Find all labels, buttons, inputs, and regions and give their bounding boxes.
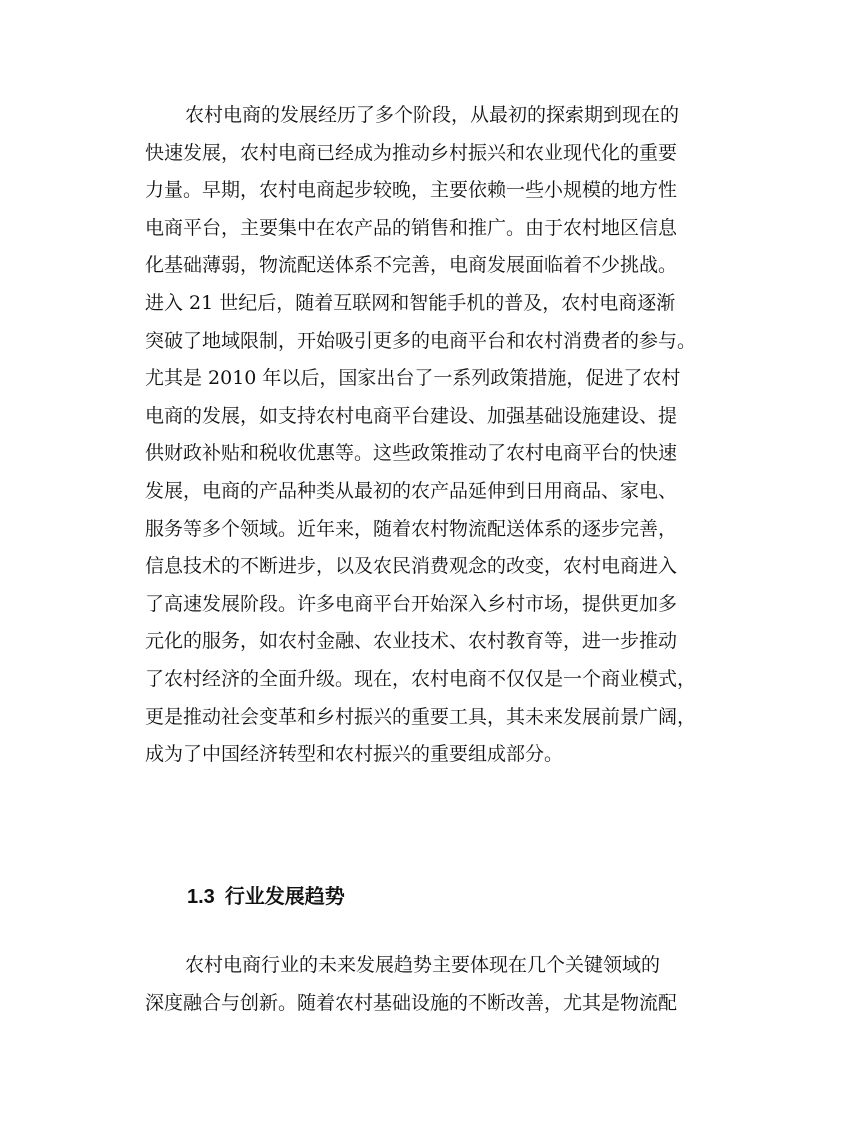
paragraph-development-history bbox=[145, 97, 715, 774]
paragraph-line: 电商平台，主要集中在农产品的销售和推广。由于农村地区信息 bbox=[145, 216, 678, 239]
paragraph-line: 更是推动社会变革和乡村振兴的重要工具，其未来发展前景广阔， bbox=[145, 705, 697, 728]
paragraph-line: 农村电商的发展经历了多个阶段，从最初的探索期到现在的 bbox=[185, 104, 680, 126]
paragraph-line: 了高速发展阶段。许多电商平台开始深入乡村市场，提供更加多 bbox=[145, 592, 678, 615]
section-heading bbox=[187, 879, 345, 915]
paragraph-line: 服务等多个领域。近年来，随着农村物流配送体系的逐步完善， bbox=[145, 517, 678, 540]
section-number: 1.3 bbox=[187, 886, 215, 908]
paragraph-line: 供财政补贴和税收优惠等。这些政策推动了农村电商平台的快速 bbox=[145, 442, 678, 465]
paragraph-line: 农村电商行业的未来发展趋势主要体现在几个关键领域的 bbox=[185, 954, 661, 976]
paragraph-line: 发展，电商的产品种类从最初的农产品延伸到日用商品、家电、 bbox=[145, 479, 678, 502]
paragraph-industry-trends bbox=[145, 947, 715, 1022]
paragraph-line: 力量。早期，农村电商起步较晚，主要依赖一些小规模的地方性 bbox=[145, 179, 678, 202]
paragraph-line: 元化的服务，如农村金融、农业技术、农村教育等，进一步推动 bbox=[145, 630, 678, 653]
paragraph-line: 尤其是 2010 年以后，国家出台了一系列政策措施，促进了农村 bbox=[145, 367, 681, 390]
paragraph-line: 化基础薄弱，物流配送体系不完善，电商发展面临着不少挑战。 bbox=[145, 254, 678, 277]
paragraph-line: 了农村经济的全面升级。现在，农村电商不仅仅是一个商业模式， bbox=[145, 667, 697, 690]
paragraph-line: 突破了地域限制，开始吸引更多的电商平台和农村消费者的参与。 bbox=[145, 329, 697, 352]
paragraph-line: 成为了中国经济转型和农村振兴的重要组成部分。 bbox=[145, 743, 564, 766]
paragraph-line: 进入 21 世纪后，随着互联网和智能手机的普及，农村电商逐渐 bbox=[145, 291, 676, 314]
section-title: 行业发展趋势 bbox=[224, 886, 345, 908]
paragraph-line: 快速发展，农村电商已经成为推动乡村振兴和农业现代化的重要 bbox=[145, 141, 678, 164]
paragraph-line: 深度融合与创新。随着农村基础设施的不断改善，尤其是物流配 bbox=[145, 991, 678, 1014]
paragraph-line: 电商的发展，如支持农村电商平台建设、加强基础设施建设、提 bbox=[145, 404, 678, 427]
paragraph-line: 信息技术的不断进步，以及农民消费观念的改变，农村电商进入 bbox=[145, 555, 678, 578]
